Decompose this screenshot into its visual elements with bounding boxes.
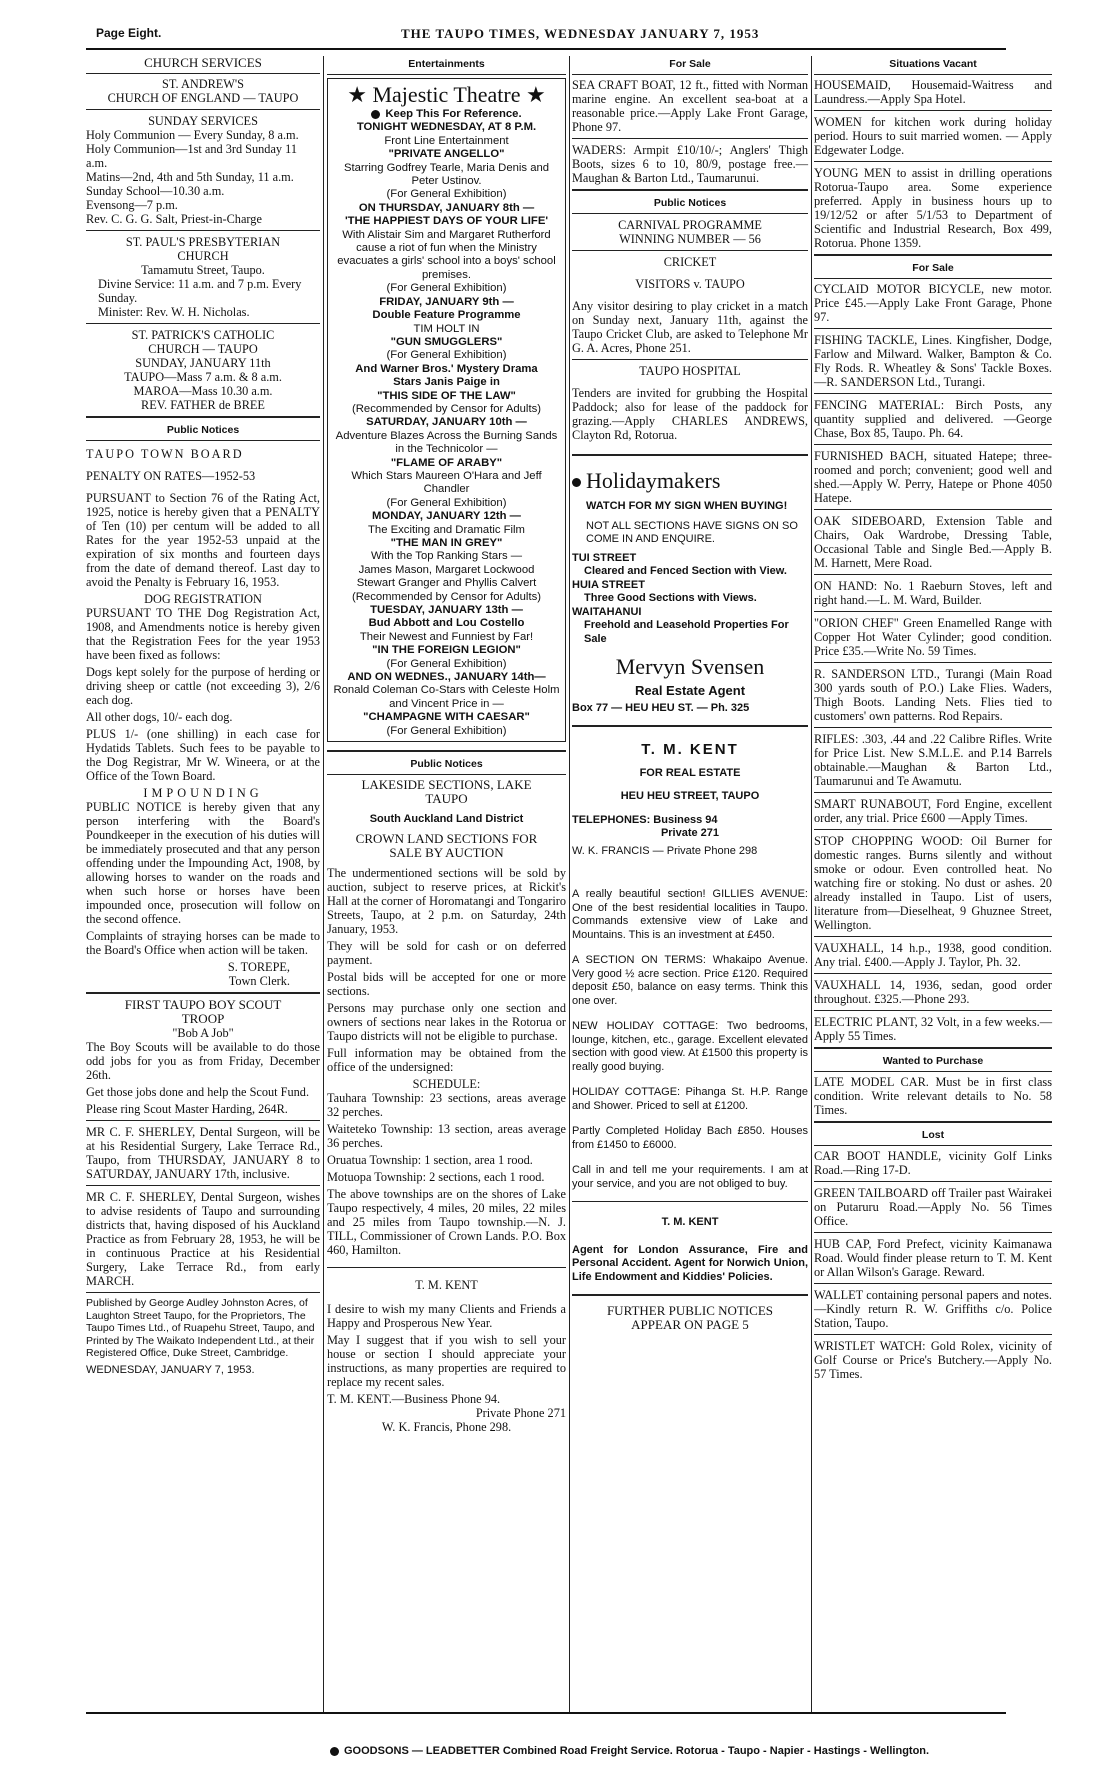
for-sale-heading: For Sale <box>572 56 808 75</box>
kent-name: T. M. KENT <box>641 741 739 758</box>
heu-heu-street: HEU HEU STREET, TAUPO <box>620 790 760 802</box>
public-notices-heading: Public Notices <box>572 195 808 214</box>
bullet-icon <box>572 478 581 487</box>
crown-land-end: The above townships are on the shores of Lake Taupo respectively, 4 miles, 20 miles, 22 miles and 25 miles from Taupo township.—N. J. TILL, Commissioner of Crown Lands. P.O. Box 460, Hamilton. <box>327 1187 566 1258</box>
kent-telephone-private: Private 271 <box>660 827 720 839</box>
classified-waders: WADERS: Armpit £10/10/-; Anglers' Thigh Boots, sizes 6 to 10, 80/9, postage free.—Maughan & Barton Ltd., Taumarunui. <box>572 143 808 185</box>
ad-divider <box>814 662 1052 663</box>
situations-vacant-heading: Situations Vacant <box>814 56 1052 75</box>
kent-telephone: TELEPHONES: Business 94 <box>572 813 718 826</box>
page-label: Page Eight. <box>96 26 162 40</box>
imprint: Published by George Audley Johnston Acres, of Laughton Street Taupo, for the Proprietors, The Taupo Times Ltd., of Ruapehu Street, Taupo, and Printed by The Waikato Independent Ltd., at their Registered Office, Duke Street, Cambridge. <box>86 1297 315 1359</box>
column-divider <box>323 56 324 1714</box>
impounding-text: PUBLIC NOTICE is hereby given that any person interfering with the Board's Poundkeeper in the execution of his duties will be immediately prosecuted and that any person offending under the Impounding Act, 1908, by allowing horses to wander on the roads and when such horse or horses have been impounded once, prosecution will follow on the second offence. <box>86 800 320 926</box>
tui-street: TUI STREET <box>572 551 637 564</box>
crown-land-line: Full information may be obtained from the office of the undersigned: <box>327 1046 566 1075</box>
footer-ad: GOODSONS — LEADBETTER Combined Road Freight Service. Rotorua - Taupo - Napier - Hastings - Wellington. <box>330 1745 929 1757</box>
cricket-heading: CRICKET <box>663 255 717 269</box>
classified-ad: CAR BOOT HANDLE, vicinity Golf Links Road.—Ring 17-D. <box>814 1149 1052 1177</box>
st-andrews-schedule: Holy Communion — Every Sunday, 8 a.m. Holy Communion—1st and 3rd Sunday 11 a.m. Matins—2nd, 4th and 5th Sunday, 11 a.m. Sunday School—10.30 a.m. Evensong—7 p.m. Rev. C. G. G. Salt, Priest-in-Charge <box>86 128 299 226</box>
agent-title: Real Estate Agent <box>634 683 746 698</box>
not-all-sections: NOT ALL SECTIONS HAVE SIGNS ON SO COME IN AND ENQUIRE. <box>586 519 798 545</box>
scout-line: Please ring Scout Master Harding, 264R. <box>86 1102 288 1116</box>
majestic-theatre-ad <box>327 78 566 742</box>
ad-divider <box>814 1334 1052 1335</box>
impounding-text-2: Complaints of straying horses can be made to the Board's Office when action will be taken. <box>86 929 320 957</box>
sunday-services: SUNDAY SERVICES <box>148 114 258 128</box>
bullet-icon <box>330 1747 339 1756</box>
lost-heading: Lost <box>814 1127 1052 1146</box>
column-4 <box>814 56 1052 1384</box>
sherley-notice-2: MR C. F. SHERLEY, Dental Surgeon, wishes to advise residents of Taupo and surrounding districts that, having disposed of his Auckland Practice as from February 28, 1953, he will be in continuous Practice at his Residential Surgery, Lake Terrace Rd., from early MARCH. <box>86 1190 320 1288</box>
classified-boat: SEA CRAFT BOAT, 12 ft., fitted with Norman marine engine. An excellent sea-boat at a reasonable price.—Apply Lake Front Garage, Phone 97. <box>572 78 808 134</box>
classified-ad: HOUSEMAID, Housemaid-Waitress and Laundress.—Apply Spa Hotel. <box>814 78 1052 106</box>
classified-ad: WRISTLET WATCH: Gold Rolex, vicinity of Golf Course or Price's Butchery.—Apply No. 57 Times. <box>814 1339 1052 1381</box>
classified-ad: GREEN TAILBOARD off Trailer past Wairakei on Putaruru Road.—Apply No. 56 Times Office. <box>814 1186 1052 1228</box>
friday-listing: FRIDAY, JANUARY 9th — Double Feature Programme TIM HOLT IN "GUN SMUGGLERS" (For General Exhibition) And Warner Bros.' Mystery Drama Stars Janis Paige in "THIS SIDE OF THE LAW" (Recommended by Censor for Adults) <box>352 295 541 415</box>
town-board-heading: TAUPO TOWN BOARD <box>86 447 244 461</box>
ad-divider <box>814 1283 1052 1284</box>
kent-real-estate-ad <box>572 731 808 1191</box>
ad-divider <box>814 393 1052 394</box>
call-in-text: Call in and tell me your requirements. I am at your service, and you are not obliged to buy. <box>572 1164 808 1190</box>
entertainments-heading: Entertainments <box>327 56 566 75</box>
huia-text: Three Good Sections with Views. <box>584 592 757 604</box>
winning-number: WINNING NUMBER — 56 <box>619 232 761 246</box>
classified-ad: RIFLES: .303, .44 and .22 Calibre Rifles. Write for Price List. New S.M.L.E. and P.14 Barrels obtainable.—Maughan & Barton Ltd., Taumarunui and Te Awamutu. <box>814 732 1052 788</box>
dog-registration-heading: DOG REGISTRATION <box>144 592 262 606</box>
scout-quote: "Bob A Job" <box>172 1026 234 1040</box>
church-services-heading: CHURCH SERVICES <box>86 56 320 74</box>
ad-divider <box>814 611 1052 612</box>
wanted-heading: Wanted to Purchase <box>814 1053 1052 1072</box>
scout-heading: FIRST TAUPO BOY SCOUT TROOP <box>124 997 282 1026</box>
situations-vacant-list <box>814 78 1052 250</box>
wednesday-listing: AND ON WEDNES., JANUARY 14th— Ronald Coleman Co-Stars with Celeste Holm and Vincent Price in — "CHAMPAGNE WITH CAESAR" (For General Exhibition) <box>333 671 560 737</box>
public-notices-heading: Public Notices <box>86 422 320 441</box>
crown-land-line: Postal bids will be accepted for one or more sections. <box>327 970 566 999</box>
land-district: South Auckland Land District <box>369 813 524 826</box>
for-sale-list <box>814 282 1052 1043</box>
crown-land-line: Persons may purchase only one section and owners of sections near lakes in the Rotorua or Taupo districts will not be eligible to purchase. <box>327 1001 566 1044</box>
st-patricks-notice: ST. PATRICK'S CATHOLIC CHURCH — TAUPO SUNDAY, JANUARY 11th TAUPO—Mass 7 a.m. & 8 a.m. MAROA—Mass 10.30 a.m. REV. FATHER de BREE <box>124 328 282 412</box>
ad-divider <box>814 792 1052 793</box>
masthead: THE TAUPO TIMES, WEDNESDAY JANUARY 7, 1953 <box>401 26 760 41</box>
column-3 <box>572 56 808 1332</box>
francis-phone: W. K. FRANCIS — Private Phone 298 <box>572 844 758 857</box>
column-divider <box>811 56 812 1714</box>
schedule-item: Waiteteko Township: 13 section, areas average 36 perches. <box>327 1122 566 1151</box>
lost-list <box>814 1149 1052 1381</box>
classified-ad: YOUNG MEN to assist in drilling operations Rotorua-Taupo area. Some experience preferred. Apply in business hours up to 19/12/52 or after 5/1/53 to Department of Scientific and Industrial Research, Box 499, Rotorua. Phone 1359. <box>814 166 1052 250</box>
svensen-ad <box>572 460 808 715</box>
classified-ad: R. SANDERSON LTD., Turangi (Main Road 300 yards south of P.O.) Lake Flies. Waders, Thigh Boots. Landing Nets. Flies tied to customers' own patterns. Rod Repairs. <box>814 667 1052 723</box>
visitors-heading: VISITORS v. TAUPO <box>635 277 745 291</box>
classified-ad: VAUXHALL, 14 h.p., 1938, good condition. Any trial. £400.—Apply J. Taylor, Ph. 32. <box>814 941 1052 969</box>
penalty-heading: PENALTY ON RATES—1952-53 <box>86 469 256 483</box>
cricket-text: Any visitor desiring to play cricket in a match on Sunday next, January 11th, against the Taupo Cricket Club, are asked to Telephone Mr G. A. Acres, Phone 251. <box>572 299 808 355</box>
listing-pihanga: HOLIDAY COTTAGE: Pihanga St. H.P. Range and Shower. Priced to sell at £1200. <box>572 1086 808 1112</box>
ad-divider <box>814 509 1052 510</box>
st-pauls-schedule: Divine Service: 11 a.m. and 7 p.m. Every Sunday. Minister: Rev. W. H. Nicholas. <box>98 277 302 319</box>
kent-text-2: May I suggest that if you wish to sell your house or section I should appreciate your instructions, as many properties are required to replace my recent sales. <box>327 1333 566 1390</box>
classified-ad: FISHING TACKLE, Lines. Kingfisher, Dodge, Farlow and Milward. Walker, Bampton & Co. Fly Rods. R. Wheatley & Sons' Tackle Boxes. —R. SANDERSON Ltd., Turangi. <box>814 333 1052 389</box>
sherley-notice-1: MR C. F. SHERLEY, Dental Surgeon, will be at his Residential Surgery, Lake Terrace Rd., Taupo, from THURSDAY, JANUARY 8 to SATURDAY, JANUARY 17th, inclusive. <box>86 1125 320 1181</box>
for-real-estate: FOR REAL ESTATE <box>639 766 741 779</box>
ad-divider <box>814 727 1052 728</box>
hospital-heading: TAUPO HOSPITAL <box>639 364 741 378</box>
classified-ad: ELECTRIC PLANT, 32 Volt, in a few weeks.—Apply 55 Times. <box>814 1015 1052 1043</box>
agent-address: Box 77 — HEU HEU ST. — Ph. 325 <box>572 701 750 714</box>
ad-divider <box>814 161 1052 162</box>
further-notices: FURTHER PUBLIC NOTICES APPEAR ON PAGE 5 <box>606 1303 774 1332</box>
kent-phone-francis: W. K. Francis, Phone 298. <box>381 1420 512 1435</box>
crown-land-line: They will be sold for cash or on deferred payment. <box>327 939 566 968</box>
holidaymakers-heading: Holidaymakers <box>572 468 808 494</box>
listing-gillies: A really beautiful section! GILLIES AVENUE: One of the best residential localities in Taupo. Commands extensive view of Lake and Mountains. This is an investment at £450. <box>572 888 808 941</box>
ad-divider <box>814 973 1052 974</box>
classified-ad: "ORION CHEF" Green Enamelled Range with Copper Hot Water Cylinder; good condition. Price £35.—Write No. 59 Times. <box>814 616 1052 658</box>
ad-divider <box>814 1181 1052 1182</box>
crown-land-heading: CROWN LAND SECTIONS FOR SALE BY AUCTION <box>355 831 538 861</box>
lakeside-heading: LAKESIDE SECTIONS, LAKE TAUPO <box>361 777 532 807</box>
classified-ad: STOP CHOPPING WOOD: Oil Burner for domestic ranges. Burns silently and without smoke or odour. Even controlled heat. No watching fire or stoking. No dust or ashes. 20 already installed in Taupo. List of users, literature from—Dieselheat, 9 Ghuznee Street, Wellington. <box>814 834 1052 932</box>
kent-text: I desire to wish my many Clients and Friends a Happy and Prosperous New Year. <box>327 1302 566 1331</box>
schedule-item: Motuopa Township: 2 sections, each 1 rood. <box>327 1170 545 1185</box>
agent-name: Mervyn Svensen <box>615 654 765 679</box>
footer-rule <box>86 1712 1006 1714</box>
kent-phone-private: Private Phone 271 <box>475 1406 566 1421</box>
huia-street: HUIA STREET <box>572 578 645 591</box>
public-notices-heading: Public Notices <box>327 756 566 775</box>
kent-heading: T. M. KENT <box>415 1278 478 1293</box>
classified-ad: CYCLAID MOTOR BICYCLE, new motor. Price £45.—Apply Lake Front Garage, Phone 97. <box>814 282 1052 324</box>
scout-line: The Boy Scouts will be available to do those odd jobs for you as from Friday, December 26th. <box>86 1040 320 1082</box>
schedule-item: Oruatua Township: 1 section, area 1 rood. <box>327 1153 533 1168</box>
classified-ad: WALLET containing personal papers and notes.—Kindly return R. W. Griffiths c/o. Police Station, Taupo. <box>814 1288 1052 1330</box>
kent-phone: T. M. KENT.—Business Phone 94. <box>327 1392 501 1407</box>
hospital-text: Tenders are invited for grubbing the Hospital Paddock; also for lease of the paddock for grazing.—Apply CHARLES ANDREWS, Clayton Rd, Rotorua. <box>572 386 808 442</box>
waitahanui-text: Freehold and Leasehold Properties For Sale <box>584 619 789 645</box>
tonight-listing: TONIGHT WEDNESDAY, AT 8 P.M. Front Line Entertainment "PRIVATE ANGELLO" Starring Godfrey Tearle, Maria Denis and Peter Ustinov. (For General Exhibition) <box>343 121 550 201</box>
waitahanui: WAITAHANUI <box>572 605 642 618</box>
dog-registration-text: PURSUANT TO THE Dog Registration Act, 1908, and Amendments notice is hereby given that the Registration Fees for the year 1953 have been fixed as follows: <box>86 606 320 662</box>
keep-reference: Keep This For Reference. <box>385 108 522 120</box>
monday-listing: MONDAY, JANUARY 12th — The Exciting and Dramatic Film "THE MAN IN GREY" With the Top Ranking Stars — James Mason, Margaret Lockwood Stewart Granger and Phyllis Calvert (Recommended by Censor for Adults) <box>352 510 541 603</box>
listing-cottage: NEW HOLIDAY COTTAGE: Two bedrooms, lounge, kitchen, etc., garage. Excellent elevated section with good view. At £1500 this property is really good buying. <box>572 1020 808 1073</box>
thursday-listing: ON THURSDAY, JANUARY 8th — 'THE HAPPIEST DAYS OF YOUR LIFE' With Alistair Sim and Margaret Rutherford cause a riot of fun when the Ministry evacuates a girls' school into a boys' school premises. (For General Exhibition) <box>337 201 556 295</box>
ad-divider <box>814 328 1052 329</box>
wanted-list <box>814 1075 1052 1117</box>
dog-fee-line: Dogs kept solely for the purpose of herding or driving sheep or cattle (not exceeding 3), 2/6 each dog. <box>86 665 320 707</box>
for-sale-heading: For Sale <box>814 260 1052 279</box>
town-clerk-signature: S. TOREPE, Town Clerk. <box>227 960 290 988</box>
column-2 <box>327 56 566 1434</box>
crown-land-text: The undermentioned sections will be sold by auction, subject to reserve prices, at Rickit's Hall at the corner of Horomatangi and Tongariro Streets, Taupo, at 2 p.m. on Saturday, 24th January, 1953. <box>327 866 566 937</box>
classified-ad: WOMEN for kitchen work during holiday period. Hours to suit married women. — Apply Edgewater Lodge. <box>814 115 1052 157</box>
classified-ad: FURNISHED BACH, situated Hatepe; three-roomed and porch; convenient; good well and shed.—Apply W. Perry, Hatepe or Phone 4050 Hatepe. <box>814 449 1052 505</box>
ad-divider <box>814 1010 1052 1011</box>
saturday-listing: SATURDAY, JANUARY 10th — Adventure Blazes Across the Burning Sands in the Technicolor — "FLAME OF ARABY" Which Stars Maureen O'Hara and Jeff Chandler (For General Exhibition) <box>335 416 558 509</box>
classified-ad: LATE MODEL CAR. Must be in first class condition. Write relevant details to No. 58 Times. <box>814 1075 1052 1117</box>
ad-divider <box>814 444 1052 445</box>
schedule-item: Tauhara Township: 23 sections, areas average 32 perches. <box>327 1091 566 1120</box>
insurance-text: Agent for London Assurance, Fire and Personal Accident. Agent for Norwich Union, Life Endowment and Kiddies' Policies. <box>572 1243 808 1283</box>
tui-text: Cleared and Fenced Section with View. <box>584 565 787 577</box>
penalty-text: PURSUANT to Section 76 of the Rating Act, 1925, notice is hereby given that a PENALTY of Ten (10) per centum will be added to all Rates for the year 1952-53 unpaid at the expiration of six months and fourteen days from the date of demand thereof. Last day to avoid the Penalty is February 16, 1953. <box>86 491 320 589</box>
classified-ad: OAK SIDEBOARD, Extension Table and Chairs, Oak Wardrobe, Dressing Table, Occasional Table and Single Bed.—Apply B. M. Harnett, Mere Road. <box>814 514 1052 570</box>
classified-ad: FENCING MATERIAL: Birch Posts, any quantity supplied and delivered. —George Chase, Box 85, Taupo. Ph. 64. <box>814 398 1052 440</box>
ad-divider <box>814 829 1052 830</box>
column-1 <box>86 56 320 1376</box>
kent-insurance-ad <box>572 1216 808 1284</box>
page-header <box>96 22 1004 44</box>
st-pauls-title: ST. PAUL'S PRESBYTERIAN CHURCH Tamamutu Street, Taupo. <box>125 235 281 277</box>
impounding-heading: IMPOUNDING <box>143 786 263 800</box>
listing-bach: Partly Completed Holiday Bach £850. Houses from £1450 to £6000. <box>572 1125 808 1151</box>
classified-ad: VAUXHALL 14, 1936, sedan, good order throughout. £325.—Phone 293. <box>814 978 1052 1006</box>
carnival-heading: CARNIVAL PROGRAMME <box>618 218 762 232</box>
ad-divider <box>814 1232 1052 1233</box>
imprint-date: WEDNESDAY, JANUARY 7, 1953. <box>86 1363 255 1376</box>
header-rule <box>86 48 1006 50</box>
st-andrews-title: ST. ANDREW'S CHURCH OF ENGLAND — TAUPO <box>107 77 299 105</box>
classified-ad: SMART RUNABOUT, Ford Engine, excellent order, any trial. Price £600 —Apply Times. <box>814 797 1052 825</box>
scout-line: Get those jobs done and help the Scout Fund. <box>86 1085 310 1099</box>
column-divider <box>569 56 570 1714</box>
kent-name: T. M. KENT <box>661 1216 719 1228</box>
tuesday-listing: TUESDAY, JANUARY 13th — Bud Abbott and Lou Costello Their Newest and Funniest by Far! "IN THE FOREIGN LEGION" (For General Exhibition) <box>359 604 534 670</box>
ad-divider <box>814 110 1052 111</box>
listing-terms: A SECTION ON TERMS: Whakaipo Avenue. Very good ½ acre section. Price £120. Required deposit £50, balance on easy terms. Think this one over. <box>572 954 808 1007</box>
theatre-name: ★ Majestic Theatre ★ <box>347 82 546 107</box>
schedule-heading: SCHEDULE: <box>412 1077 481 1092</box>
classified-ad: ON HAND: No. 1 Raeburn Stoves, left and right hand.—L. M. Ward, Builder. <box>814 579 1052 607</box>
bullet-icon <box>371 110 380 119</box>
classified-ad: HUB CAP, Ford Prefect, vicinity Kaimanawa Road. Would finder please return to T. M. Kent or Allan Wilson's Garage. Reward. <box>814 1237 1052 1279</box>
dog-fee-line: PLUS 1/- (one shilling) in each case for Hydatids Tablets. Such fees to be payable to the Dog Registrar, Mr W. Wineera, or at the Office of the Town Board. <box>86 727 320 783</box>
dog-fee-line: All other dogs, 10/- each dog. <box>86 710 233 724</box>
ad-divider <box>814 574 1052 575</box>
watch-sign: WATCH FOR MY SIGN WHEN BUYING! <box>586 500 788 512</box>
ad-divider <box>814 936 1052 937</box>
